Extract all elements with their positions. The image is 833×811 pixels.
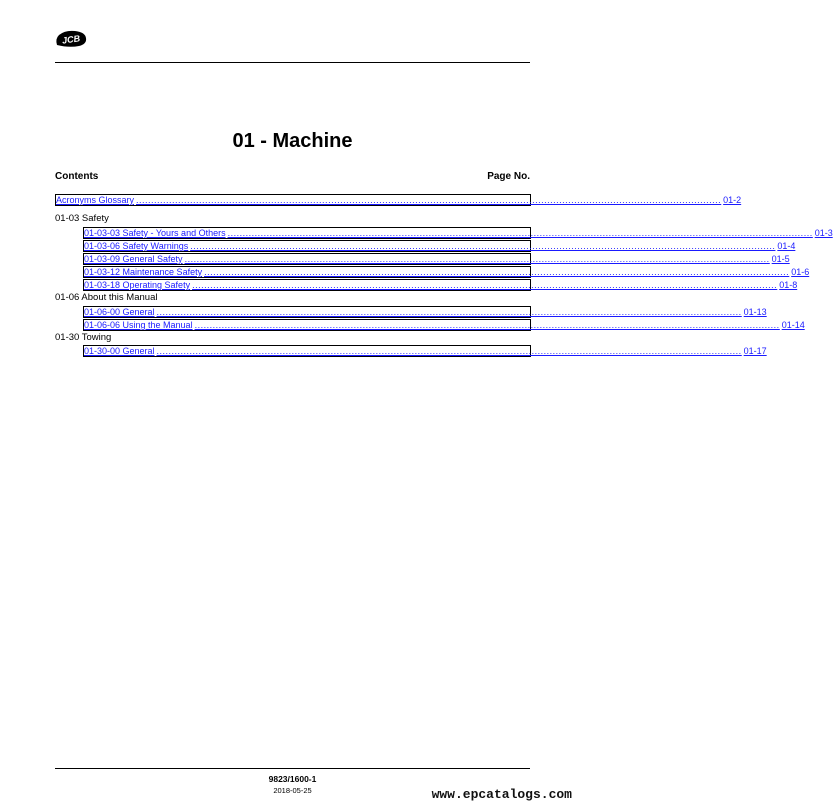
toc-leader-dots: ................................................................................................................................................................................................... bbox=[136, 195, 722, 205]
toc-link-using-the-manual[interactable] bbox=[83, 319, 805, 331]
toc-leader-dots: ................................................................................................................................................................................................... bbox=[156, 346, 742, 356]
page-title: 01 - Machine bbox=[232, 130, 353, 152]
toc-link-title: 01-03-18 Operating Safety bbox=[84, 280, 191, 290]
toc-link-page: 01-3 bbox=[814, 228, 833, 238]
page-no-heading: Page No. bbox=[487, 171, 530, 182]
toc-leader-dots: ................................................................................................................................................................................................... bbox=[204, 267, 790, 277]
document-date: 2018-05-25 bbox=[273, 786, 312, 795]
toc-link-page: 01-5 bbox=[771, 254, 790, 264]
toc-leader-dots: ................................................................................................................................................................................................... bbox=[156, 307, 742, 317]
toc-leader-dots: ................................................................................................................................................................................................... bbox=[227, 228, 813, 238]
jcb-logo bbox=[55, 30, 87, 48]
toc-link-title: 01-06-06 Using the Manual bbox=[84, 320, 193, 330]
toc-link-title: 01-06-00 General bbox=[84, 307, 155, 317]
header-rule bbox=[55, 62, 530, 63]
toc-link-general-safety[interactable] bbox=[83, 253, 790, 265]
toc-link-operating-safety[interactable] bbox=[83, 279, 798, 291]
toc-link-safety-warnings[interactable] bbox=[83, 240, 796, 252]
toc-link-towing-general[interactable] bbox=[83, 345, 767, 357]
toc-leader-dots: ................................................................................................................................................................................................... bbox=[190, 241, 776, 251]
contents-heading: Contents bbox=[55, 171, 99, 182]
watermark-text: www.epcatalogs.com bbox=[431, 787, 572, 802]
section-heading-towing: 01-30 Towing bbox=[55, 332, 112, 343]
toc-link-title: 01-03-03 Safety - Yours and Others bbox=[84, 228, 226, 238]
toc-link-acronyms-glossary[interactable] bbox=[55, 194, 742, 206]
section-heading-about-this-manual: 01-06 About this Manual bbox=[55, 292, 158, 303]
toc-leader-dots: ................................................................................................................................................................................................... bbox=[194, 320, 780, 330]
toc-link-about-manual-general[interactable] bbox=[83, 306, 767, 318]
document-number: 9823/1600-1 bbox=[268, 774, 317, 784]
toc-link-safety-yours-and-others[interactable] bbox=[83, 227, 833, 239]
svg-text:JCB: JCB bbox=[61, 33, 81, 46]
toc-link-maintenance-safety[interactable] bbox=[83, 266, 810, 278]
toc-link-page: 01-17 bbox=[743, 346, 767, 356]
toc-link-title: 01-30-00 General bbox=[84, 346, 155, 356]
toc-link-title: 01-03-12 Maintenance Safety bbox=[84, 267, 203, 277]
toc-link-title: 01-03-09 General Safety bbox=[84, 254, 183, 264]
toc-link-page: 01-6 bbox=[791, 267, 810, 277]
toc-link-page: 01-2 bbox=[723, 195, 742, 205]
toc-leader-dots: ................................................................................................................................................................................................... bbox=[184, 254, 770, 264]
toc-link-page: 01-8 bbox=[779, 280, 798, 290]
section-heading-safety: 01-03 Safety bbox=[55, 213, 109, 224]
toc-leader-dots: ................................................................................................................................................................................................... bbox=[192, 280, 778, 290]
toc-link-page: 01-4 bbox=[777, 241, 796, 251]
footer-rule bbox=[55, 768, 530, 769]
toc-link-title: Acronyms Glossary bbox=[56, 195, 135, 205]
toc-link-page: 01-14 bbox=[781, 320, 805, 330]
toc-link-title: 01-03-06 Safety Warnings bbox=[84, 241, 189, 251]
toc-link-page: 01-13 bbox=[743, 307, 767, 317]
